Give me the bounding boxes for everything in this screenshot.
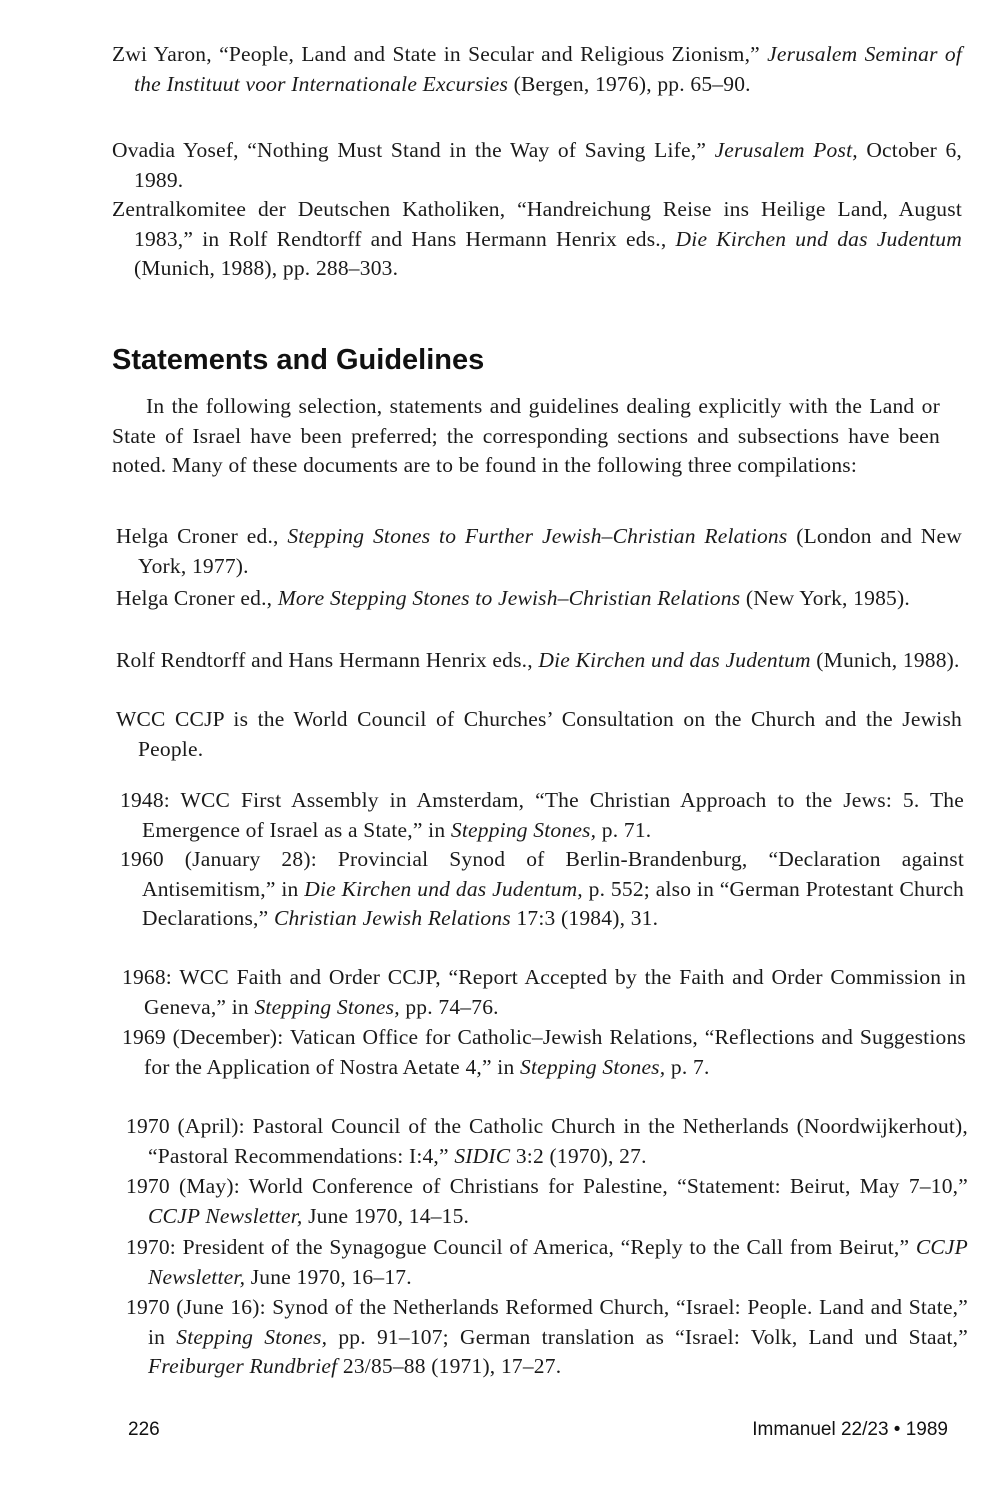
statement-text: 3:2 (1970), 27.: [510, 1143, 647, 1168]
reference-entry: [112, 136, 962, 195]
statement-entry: [120, 786, 964, 845]
compilation-entry: [116, 646, 962, 676]
statement-source-title: Christian Jewish Relations: [273, 906, 511, 930]
reference-text: Zentralkomitee der Deutschen Katholiken, “Handreichung Reise ins Heilige Land, August 1983,” in Rolf Rendtorff and Hans Hermann Henrix eds.,: [112, 197, 962, 251]
reference-text: (London and New York, 1977).: [138, 524, 963, 578]
statement-source-title: CCJP Newsletter,: [148, 1203, 303, 1228]
statement-text: p. 71.: [596, 817, 652, 842]
reference-title: Jerusalem Post,: [714, 138, 858, 162]
reference-text: Ovadia Yosef, “Nothing Must Stand in the Way of Saving Life,”: [112, 138, 715, 162]
statement-text: 1960 (January 28): Provincial Synod of Berlin-Brandenburg, “Declaration against Antisemitism,” in: [120, 847, 964, 901]
compilation-entry: [116, 705, 962, 764]
statement-text: p. 7.: [665, 1054, 710, 1079]
statement-text: 1970: President of the Synagogue Council of America, “Reply to the Call from Beirut,”: [126, 1235, 916, 1259]
statement-entry: [126, 1112, 968, 1171]
statement-entry: [122, 963, 966, 1022]
journal-footer: Immanuel 22/23 • 1989: [752, 1419, 948, 1440]
reference-title: More Stepping Stones to Jewish–Christian Relations: [277, 586, 741, 610]
reference-title: Die Kirchen und das Judentum: [675, 226, 962, 251]
statement-source-title: Freiburger Rundbrief: [148, 1354, 338, 1378]
reference-title: Die Kirchen und das Judentum: [538, 648, 811, 672]
reference-text: (New York, 1985).: [740, 586, 910, 610]
statement-text: 1970 (April): Pastoral Council of the Catholic Church in the Netherlands (Noordwijkerhout), “Pastoral Recommendations: I:4,”: [126, 1114, 968, 1168]
reference-text: Helga Croner ed.,: [116, 524, 288, 548]
reference-text: (Bergen, 1976), pp. 65–90.: [508, 71, 751, 96]
statement-source-title: Stepping Stones,: [254, 994, 400, 1019]
statement-source-title: CCJP Newsletter,: [148, 1235, 968, 1289]
statement-text: pp. 74–76.: [399, 994, 499, 1019]
statement-source-title: Stepping Stones,: [450, 817, 597, 842]
reference-text: (Munich, 1988).: [810, 648, 960, 672]
compilation-entry: [116, 522, 962, 581]
statement-text: 1970 (June 16): Synod of the Netherlands Reformed Church, “Israel: People. Land and State,” in: [126, 1295, 968, 1349]
statement-text: 23/85–88 (1971), 17–27.: [337, 1354, 562, 1378]
reference-text: Helga Croner ed.,: [116, 586, 278, 610]
statement-entry: [126, 1293, 968, 1382]
reference-text: October 6, 1989.: [134, 138, 962, 192]
statement-source-title: Stepping Stones,: [176, 1324, 328, 1349]
statement-source-title: Stepping Stones,: [520, 1054, 666, 1079]
reference-text: (Munich, 1988), pp. 288–303.: [134, 256, 399, 280]
intro-paragraph: In the following selection, statements and guidelines dealing explicitly with the Land or State of Israel have been preferred; the corresponding sections and subsections have been noted. Many of these documents are to be found in the following three compilations:: [112, 394, 940, 477]
reference-entry: [112, 40, 962, 99]
statement-text: June 1970, 14–15.: [302, 1203, 470, 1228]
statement-source-title: Die Kirchen und das Judentum,: [304, 876, 583, 901]
reference-text: Rolf Rendtorff and Hans Hermann Henrix eds.,: [116, 648, 539, 672]
reference-entry: [112, 195, 962, 284]
statement-source-title: SIDIC: [454, 1143, 511, 1168]
statement-text: 17:3 (1984), 31.: [510, 906, 659, 930]
statement-text: pp. 91–107; German translation as “Israel: Volk, Land und Staat,”: [327, 1324, 968, 1349]
reference-text: Zwi Yaron, “People, Land and State in Secular and Religious Zionism,”: [112, 42, 768, 66]
statement-entry: [126, 1172, 968, 1231]
reference-title: Stepping Stones to Further Jewish–Christian Relations: [287, 524, 788, 548]
section-heading: Statements and Guidelines: [112, 344, 485, 376]
statement-text: 1968: WCC Faith and Order CCJP, “Report Accepted by the Faith and Order Commission in Geneva,” in: [122, 965, 966, 1019]
statement-text: 1970 (May): World Conference of Christians for Palestine, “Statement: Beirut, May 7–10,”: [126, 1174, 968, 1198]
statement-text: p. 552; also in “German Protestant Church Declarations,”: [142, 876, 964, 930]
statement-text: June 1970, 16–17.: [245, 1264, 412, 1289]
statement-text: 1948: WCC First Assembly in Amsterdam, “The Christian Approach to the Jews: 5. The Emergence of Israel as a State,” in: [120, 788, 964, 842]
page-number: 226: [128, 1419, 160, 1440]
statement-entry: [126, 1233, 968, 1292]
reference-text: WCC CCJP is the World Council of Churches’ Consultation on the Church and the Jewish People.: [116, 707, 962, 761]
compilation-entry: [116, 584, 962, 614]
reference-title: Jerusalem Seminar of the Instituut voor Internationale Excursies: [134, 42, 963, 96]
statement-entry: [120, 845, 964, 934]
statement-text: 1969 (December): Vatican Office for Catholic–Jewish Relations, “Reflections and Suggestions for the Application of Nostra Aetate 4,” in: [122, 1025, 966, 1079]
statement-entry: [122, 1023, 966, 1082]
